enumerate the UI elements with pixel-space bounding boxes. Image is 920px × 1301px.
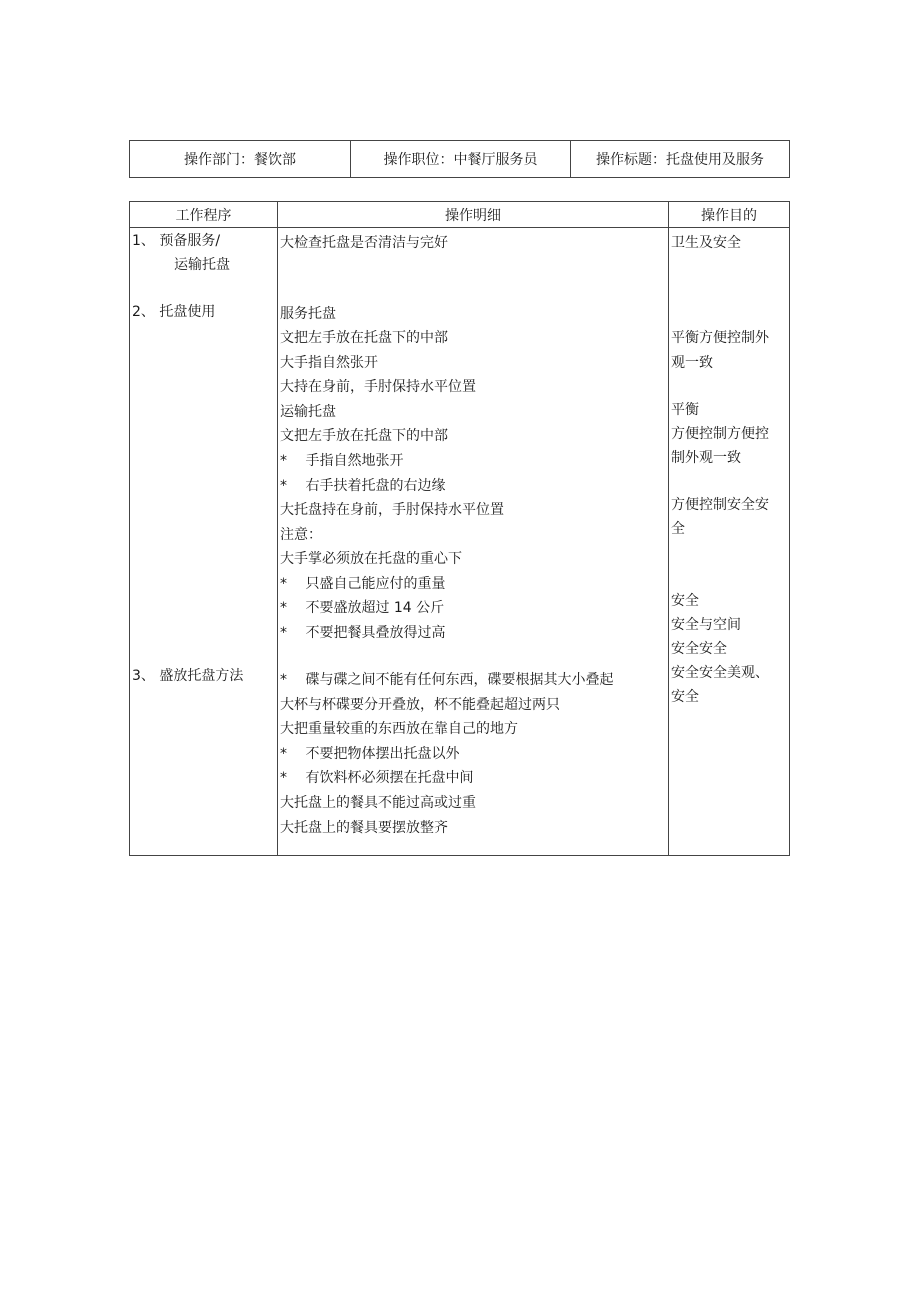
procedure-1: 1、 预备服务/ xyxy=(132,233,221,249)
detail-line: * 碟与碟之间不能有任何东西，碟要根据其大小叠起 xyxy=(280,672,614,688)
detail-line: 文把左手放在托盘下的中部 xyxy=(280,330,448,346)
procedure-3: 3、 盛放托盘方法 xyxy=(132,668,244,684)
purpose-line: 安全 xyxy=(671,593,699,609)
detail-line: 大检查托盘是否清洁与完好 xyxy=(280,235,448,251)
header-table xyxy=(129,140,790,178)
column-header-purpose: 操作目的 xyxy=(701,207,757,224)
detail-line: 大手指自然张开 xyxy=(280,355,378,371)
column-header-procedure: 工作程序 xyxy=(175,207,232,224)
purpose-line: 安全安全 xyxy=(671,641,727,657)
purpose-line: 平衡 xyxy=(671,402,699,418)
procedure-table xyxy=(129,201,790,856)
purpose-line: 制外观一致 xyxy=(671,450,741,466)
detail-line: 大把重量较重的东西放在靠自己的地方 xyxy=(280,721,518,737)
header-department: 操作部门：餐饮部 xyxy=(130,141,351,177)
purpose-line: 安全安全美观、 xyxy=(671,665,769,681)
detail-line: * 不要把物体摆出托盘以外 xyxy=(280,746,460,762)
procedure-1-cont: 运输托盘 xyxy=(174,257,230,273)
purpose-line: 安全 xyxy=(671,689,699,705)
header-title: 操作标题：托盘使用及服务 xyxy=(596,152,764,168)
detail-line: * 手指自然地张开 xyxy=(280,453,404,469)
detail-line: * 只盛自己能应付的重量 xyxy=(280,576,446,592)
procedure-2: 2、 托盘使用 xyxy=(132,304,216,320)
detail-line: 大手掌必须放在托盘的重心下 xyxy=(280,551,462,567)
purpose-line: 方便控制安全安 xyxy=(671,497,769,513)
detail-line: * 不要盛放超过 14 公斤 xyxy=(280,600,445,616)
detail-line: 大持在身前，手肘保持水平位置 xyxy=(280,379,476,395)
purpose-line: 卫生及安全 xyxy=(671,235,741,251)
detail-line: 大托盘上的餐具不能过高或过重 xyxy=(280,795,476,811)
column-header-detail: 操作明细 xyxy=(445,207,501,224)
column-divider xyxy=(277,202,278,855)
detail-line: 注意： xyxy=(280,527,322,543)
detail-line: 大托盘持在身前，手肘保持水平位置 xyxy=(280,502,504,518)
detail-line: * 不要把餐具叠放得过高 xyxy=(280,625,446,641)
purpose-line: 方便控制方便控 xyxy=(671,426,769,442)
purpose-line: 平衡方便控制外 xyxy=(671,330,769,346)
header-divider xyxy=(130,227,789,228)
detail-line: * 右手扶着托盘的右边缘 xyxy=(280,478,446,494)
detail-line: * 有饮料杯必须摆在托盘中间 xyxy=(280,770,474,786)
detail-line: 文把左手放在托盘下的中部 xyxy=(280,428,448,444)
detail-line: 服务托盘 xyxy=(280,306,336,322)
detail-line: 大托盘上的餐具要摆放整齐 xyxy=(280,820,448,836)
header-position: 操作职位：中餐厅服务员 xyxy=(351,141,571,177)
purpose-line: 观一致 xyxy=(671,355,713,371)
detail-line: 大杯与杯碟要分开叠放，杯不能叠起超过两只 xyxy=(280,697,560,713)
column-divider xyxy=(668,202,669,855)
purpose-line: 安全与空间 xyxy=(671,617,741,633)
detail-line: 运输托盘 xyxy=(280,404,336,420)
purpose-line: 全 xyxy=(671,521,685,537)
